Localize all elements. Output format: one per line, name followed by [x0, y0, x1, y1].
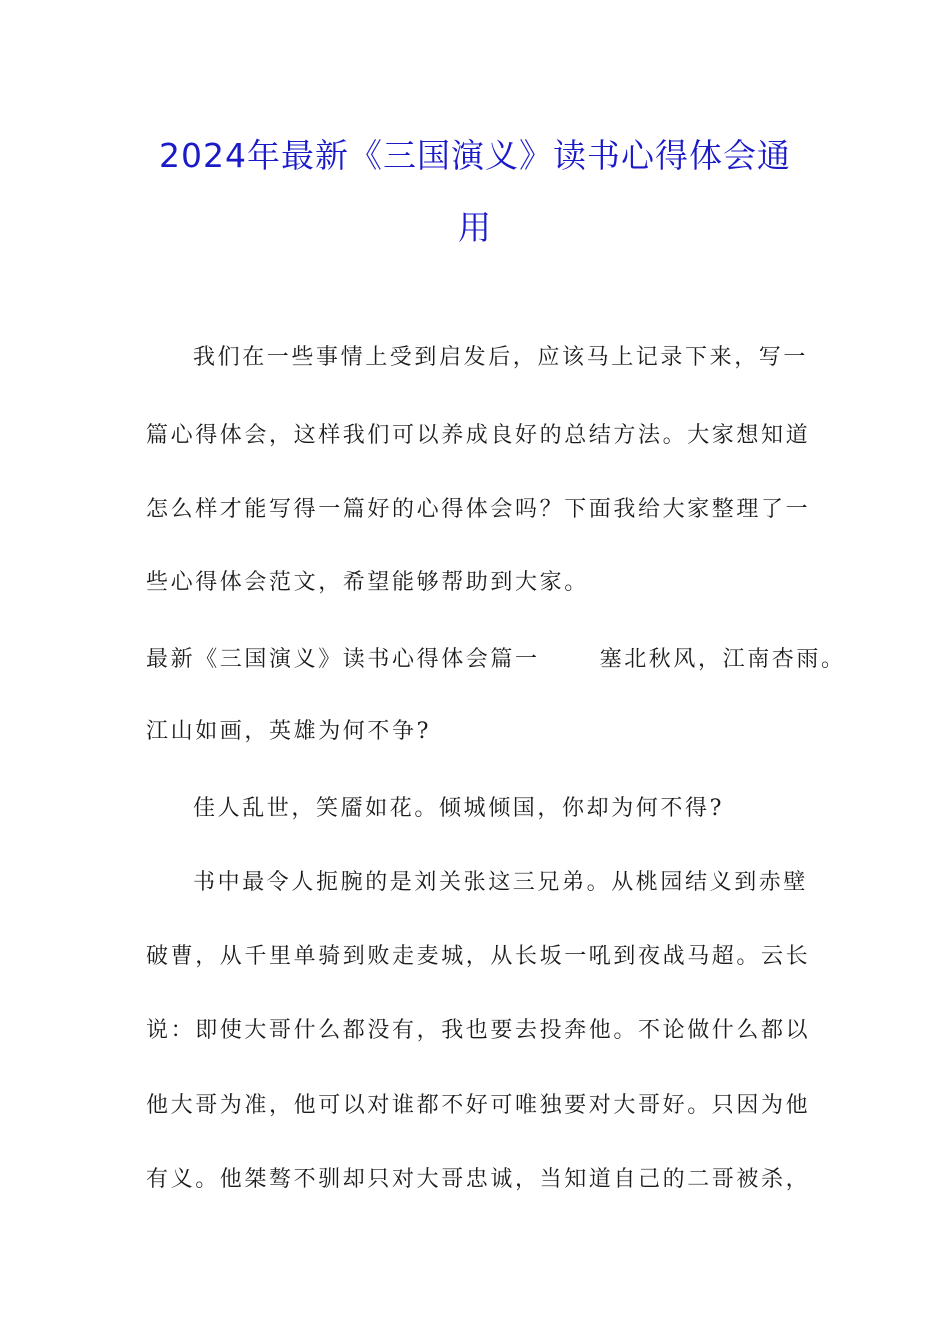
paragraph-line: 有义。他桀骜不驯却只对大哥忠诚，当知道自己的二哥被杀，	[146, 1167, 811, 1192]
paragraph-line: 篇心得体会，这样我们可以养成良好的总结方法。大家想知道	[146, 423, 811, 448]
paragraph-line: 我们在一些事情上受到启发后，应该马上记录下来，写一	[193, 345, 809, 370]
section-first-line: 塞北秋风，江南杏雨。	[599, 647, 846, 672]
document-title-line-2: 用	[458, 208, 492, 247]
paragraph-line: 说：即使大哥什么都没有，我也要去投奔他。不论做什么都以	[146, 1018, 811, 1043]
paragraph-line: 些心得体会范文，希望能够帮助到大家。	[146, 570, 589, 595]
paragraph-line: 破曹，从千里单骑到败走麦城，从长坂一吼到夜战马超。云长	[146, 944, 811, 969]
document-title-line-1: 2024年最新《三国演义》读书心得体会通	[159, 136, 791, 175]
paragraph-line: 他大哥为准，他可以对谁都不好可唯独要对大哥好。只因为他	[146, 1093, 811, 1118]
paragraph-line: 江山如画，英雄为何不争?	[146, 719, 431, 744]
section-heading: 最新《三国演义》读书心得体会篇一	[146, 647, 540, 672]
paragraph-line: 怎么样才能写得一篇好的心得体会吗？下面我给大家整理了一	[146, 497, 811, 522]
section-heading-line	[146, 645, 846, 675]
paragraph-line: 佳人乱世，笑靥如花。倾城倾国，你却为何不得?	[193, 796, 724, 821]
paragraph-line: 书中最令人扼腕的是刘关张这三兄弟。从桃园结义到赤壁	[193, 870, 809, 895]
